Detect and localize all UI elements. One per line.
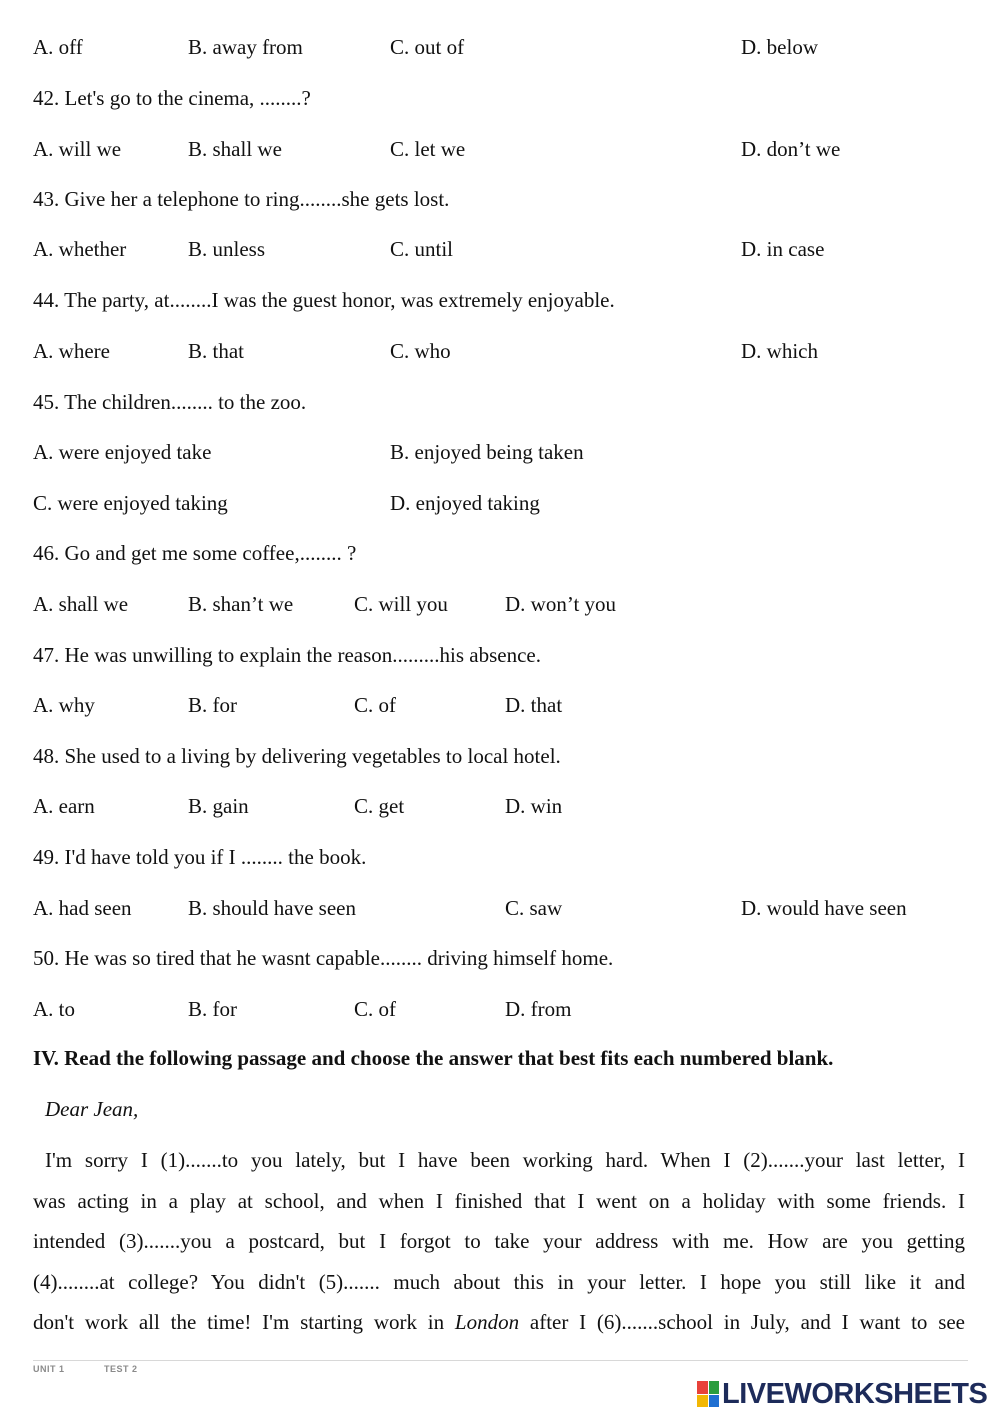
q42-option-b: B. shall we xyxy=(188,137,282,161)
q44-option-b: B. that xyxy=(188,339,244,363)
liveworksheets-brand-text: LIVEWORKSHEETS xyxy=(722,1377,988,1410)
letter-line-5 xyxy=(33,1302,965,1343)
q49-option-b: B. should have seen xyxy=(188,896,356,920)
q49-option-d: D. would have seen xyxy=(741,896,907,920)
q41-option-c: C. out of xyxy=(390,35,465,59)
letter-place-name: London xyxy=(454,1310,520,1334)
q43-option-b: B. unless xyxy=(188,237,266,261)
q46-option-d: D. won’t you xyxy=(505,592,617,616)
q46-stem: 46. Go and get me some coffee,........ ? xyxy=(33,541,357,565)
letter-line-5-start: don't work all the time! I'm starting work in xyxy=(33,1310,455,1334)
q42-option-d: D. don’t we xyxy=(741,137,841,161)
q48-option-a: A. earn xyxy=(33,794,95,818)
q46-option-a: A. shall we xyxy=(33,592,129,616)
q41-option-d: D. below xyxy=(741,35,818,59)
q45-stem: 45. The children........ to the zoo. xyxy=(33,390,307,414)
q47-stem: 47. He was unwilling to explain the reason.........his absence. xyxy=(33,643,541,667)
letter-salutation: Dear Jean, xyxy=(45,1097,139,1121)
q42-option-a: A. will we xyxy=(33,137,122,161)
q50-option-b: B. for xyxy=(188,997,237,1021)
liveworksheets-logo[interactable] xyxy=(697,1377,987,1411)
letter-line-5-end: after I (6).......school in July, and I want to see xyxy=(519,1310,966,1334)
q49-stem: 49. I'd have told you if I ........ the book. xyxy=(33,845,367,869)
letter-line-4: (4)........at college? You didn't (5)....... much about this in your letter. I hope you still like it and xyxy=(33,1269,965,1294)
q45-option-d: D. enjoyed taking xyxy=(390,491,540,515)
q48-option-c: C. get xyxy=(354,794,405,818)
q46-option-b: B. shan’t we xyxy=(188,592,294,616)
q44-option-d: D. which xyxy=(741,339,818,363)
q44-option-a: A. where xyxy=(33,339,110,363)
q50-stem: 50. He was so tired that he wasnt capable........ driving himself home. xyxy=(33,946,614,970)
q46-option-c: C. will you xyxy=(354,592,448,616)
q45-option-b: B. enjoyed being taken xyxy=(390,440,584,464)
section-heading: IV. Read the following passage and choose the answer that best fits each numbered blank. xyxy=(33,1046,834,1070)
letter-body xyxy=(33,1140,965,1343)
q43-option-a: A. whether xyxy=(33,237,127,261)
q43-option-d: D. in case xyxy=(741,237,825,261)
q50-option-d: D. from xyxy=(505,997,572,1021)
q50-option-c: C. of xyxy=(354,997,396,1021)
q44-option-c: C. who xyxy=(390,339,451,363)
liveworksheets-logo-icon xyxy=(697,1381,719,1407)
footer-test: TEST 2 xyxy=(104,1364,138,1374)
footer-unit: UNIT 1 xyxy=(33,1364,65,1374)
letter-line-3: intended (3).......you a postcard, but I forgot to take your address with me. How are you getting xyxy=(33,1229,965,1253)
q41-option-b: B. away from xyxy=(188,35,303,59)
footer-divider xyxy=(33,1360,968,1361)
q42-option-c: C. let we xyxy=(390,137,466,161)
q49-option-c: C. saw xyxy=(505,896,563,920)
q49-option-a: A. had seen xyxy=(33,896,132,920)
q48-option-b: B. gain xyxy=(188,794,249,818)
letter-line-2: was acting in a play at school, and when I finished that I went on a holiday with some friends. I xyxy=(33,1188,965,1213)
q48-stem: 48. She used to a living by delivering vegetables to local hotel. xyxy=(33,744,561,768)
q47-option-c: C. of xyxy=(354,693,396,717)
q43-option-c: C. until xyxy=(390,237,454,261)
q45-option-a: A. were enjoyed take xyxy=(33,440,212,464)
q43-stem: 43. Give her a telephone to ring........she gets lost. xyxy=(33,187,450,211)
q45-option-c: C. were enjoyed taking xyxy=(33,491,228,515)
letter-line-1: I'm sorry I (1).......to you lately, but I have been working hard. When I (2).......your last letter, I xyxy=(45,1148,965,1172)
q47-option-a: A. why xyxy=(33,693,95,717)
q41-option-a: A. off xyxy=(33,35,83,59)
q50-option-a: A. to xyxy=(33,997,75,1021)
q47-option-b: B. for xyxy=(188,693,237,717)
q48-option-d: D. win xyxy=(505,794,563,818)
q47-option-d: D. that xyxy=(505,693,563,717)
q44-stem: 44. The party, at........I was the guest honor, was extremely enjoyable. xyxy=(33,288,615,312)
q42-stem: 42. Let's go to the cinema, ........? xyxy=(33,86,311,110)
